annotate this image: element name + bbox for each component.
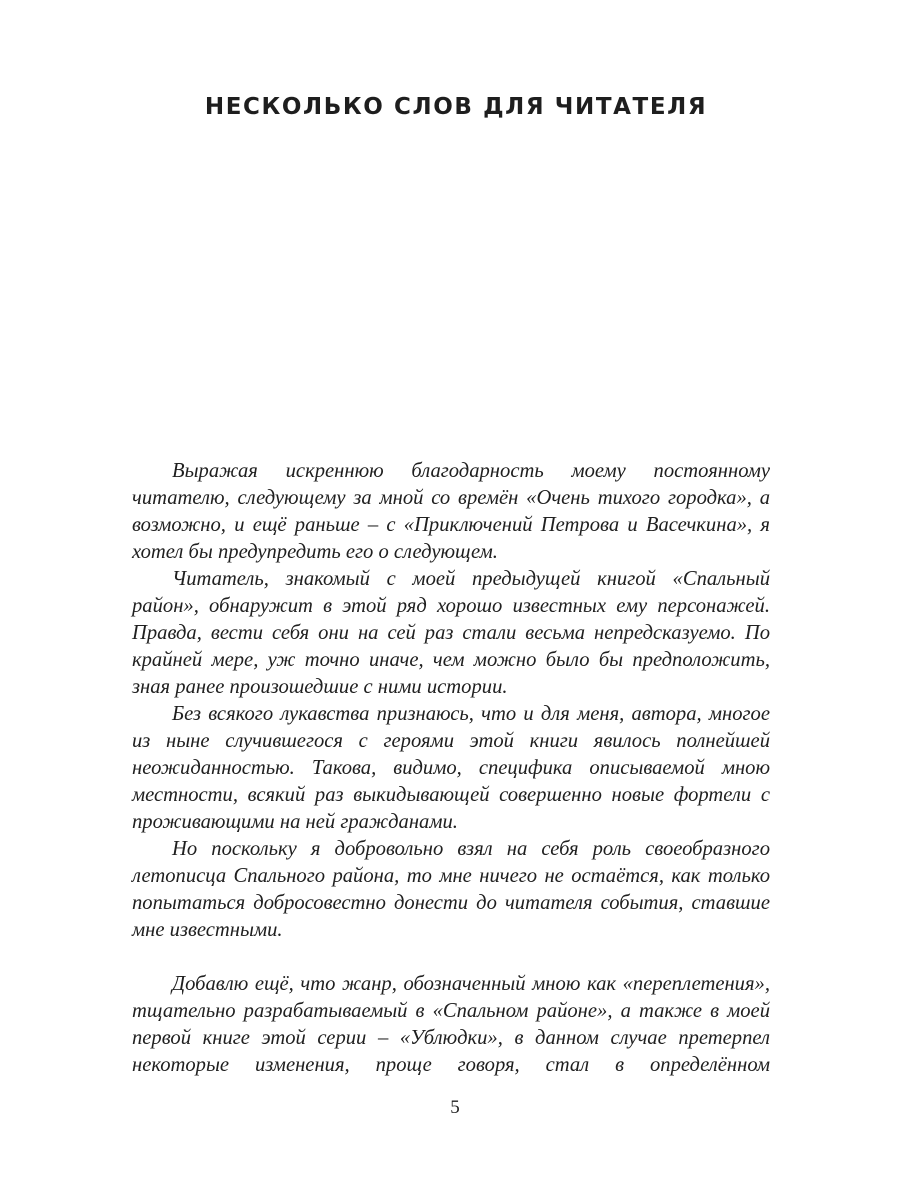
page-number: 5 [450,1097,460,1118]
body-text [132,458,770,1079]
paragraph: Но поскольку я добровольно взял на себя роль своеобразного летописца Спального района, то мне ничего не остаётся, как только попытаться добросовестно донести до читателя события, ставшие мне известными. [132,838,770,941]
paragraph: Без всякого лукавства признаюсь, что и для меня, автора, многое из ныне случившегося с героями этой книги явилось полнейшей неожиданностью. Такова, видимо, специфика описываемой мною местности, всякий раз выкидывающей совершенно новые фортели с проживающими на ней гражданами. [132,703,770,833]
paragraph: Читатель, знакомый с моей предыдущей книгой «Спальный район», обнаружит в этой ряд хорошо известных ему персонажей. Правда, вести себя они на сей раз стали весьма непредсказуемо. По крайней мере, уж точно иначе, чем можно было бы предположить, зная ранее произошедшие с ними истории. [132,568,770,698]
chapter-heading: НЕСКОЛЬКО СЛОВ ДЛЯ ЧИТАТЕЛЯ [204,94,708,120]
paragraph: Выражая искреннюю благодарность моему постоянному читателю, следующему за мной со времён «Очень тихого городка», а возможно, и ещё раньше – с «Приключений Петрова и Васечкина», я хотел бы предупредить его о следующем. [132,460,770,563]
paragraph: Добавлю ещё, что жанр, обозначенный мною как «переплетения», тщательно разрабатываемый в «Спальном районе», а также в моей первой книге этой серии – «Ублюдки», в данном случае претерпел некоторые изменения, проще говоря, стал в определённом [132,973,770,1076]
